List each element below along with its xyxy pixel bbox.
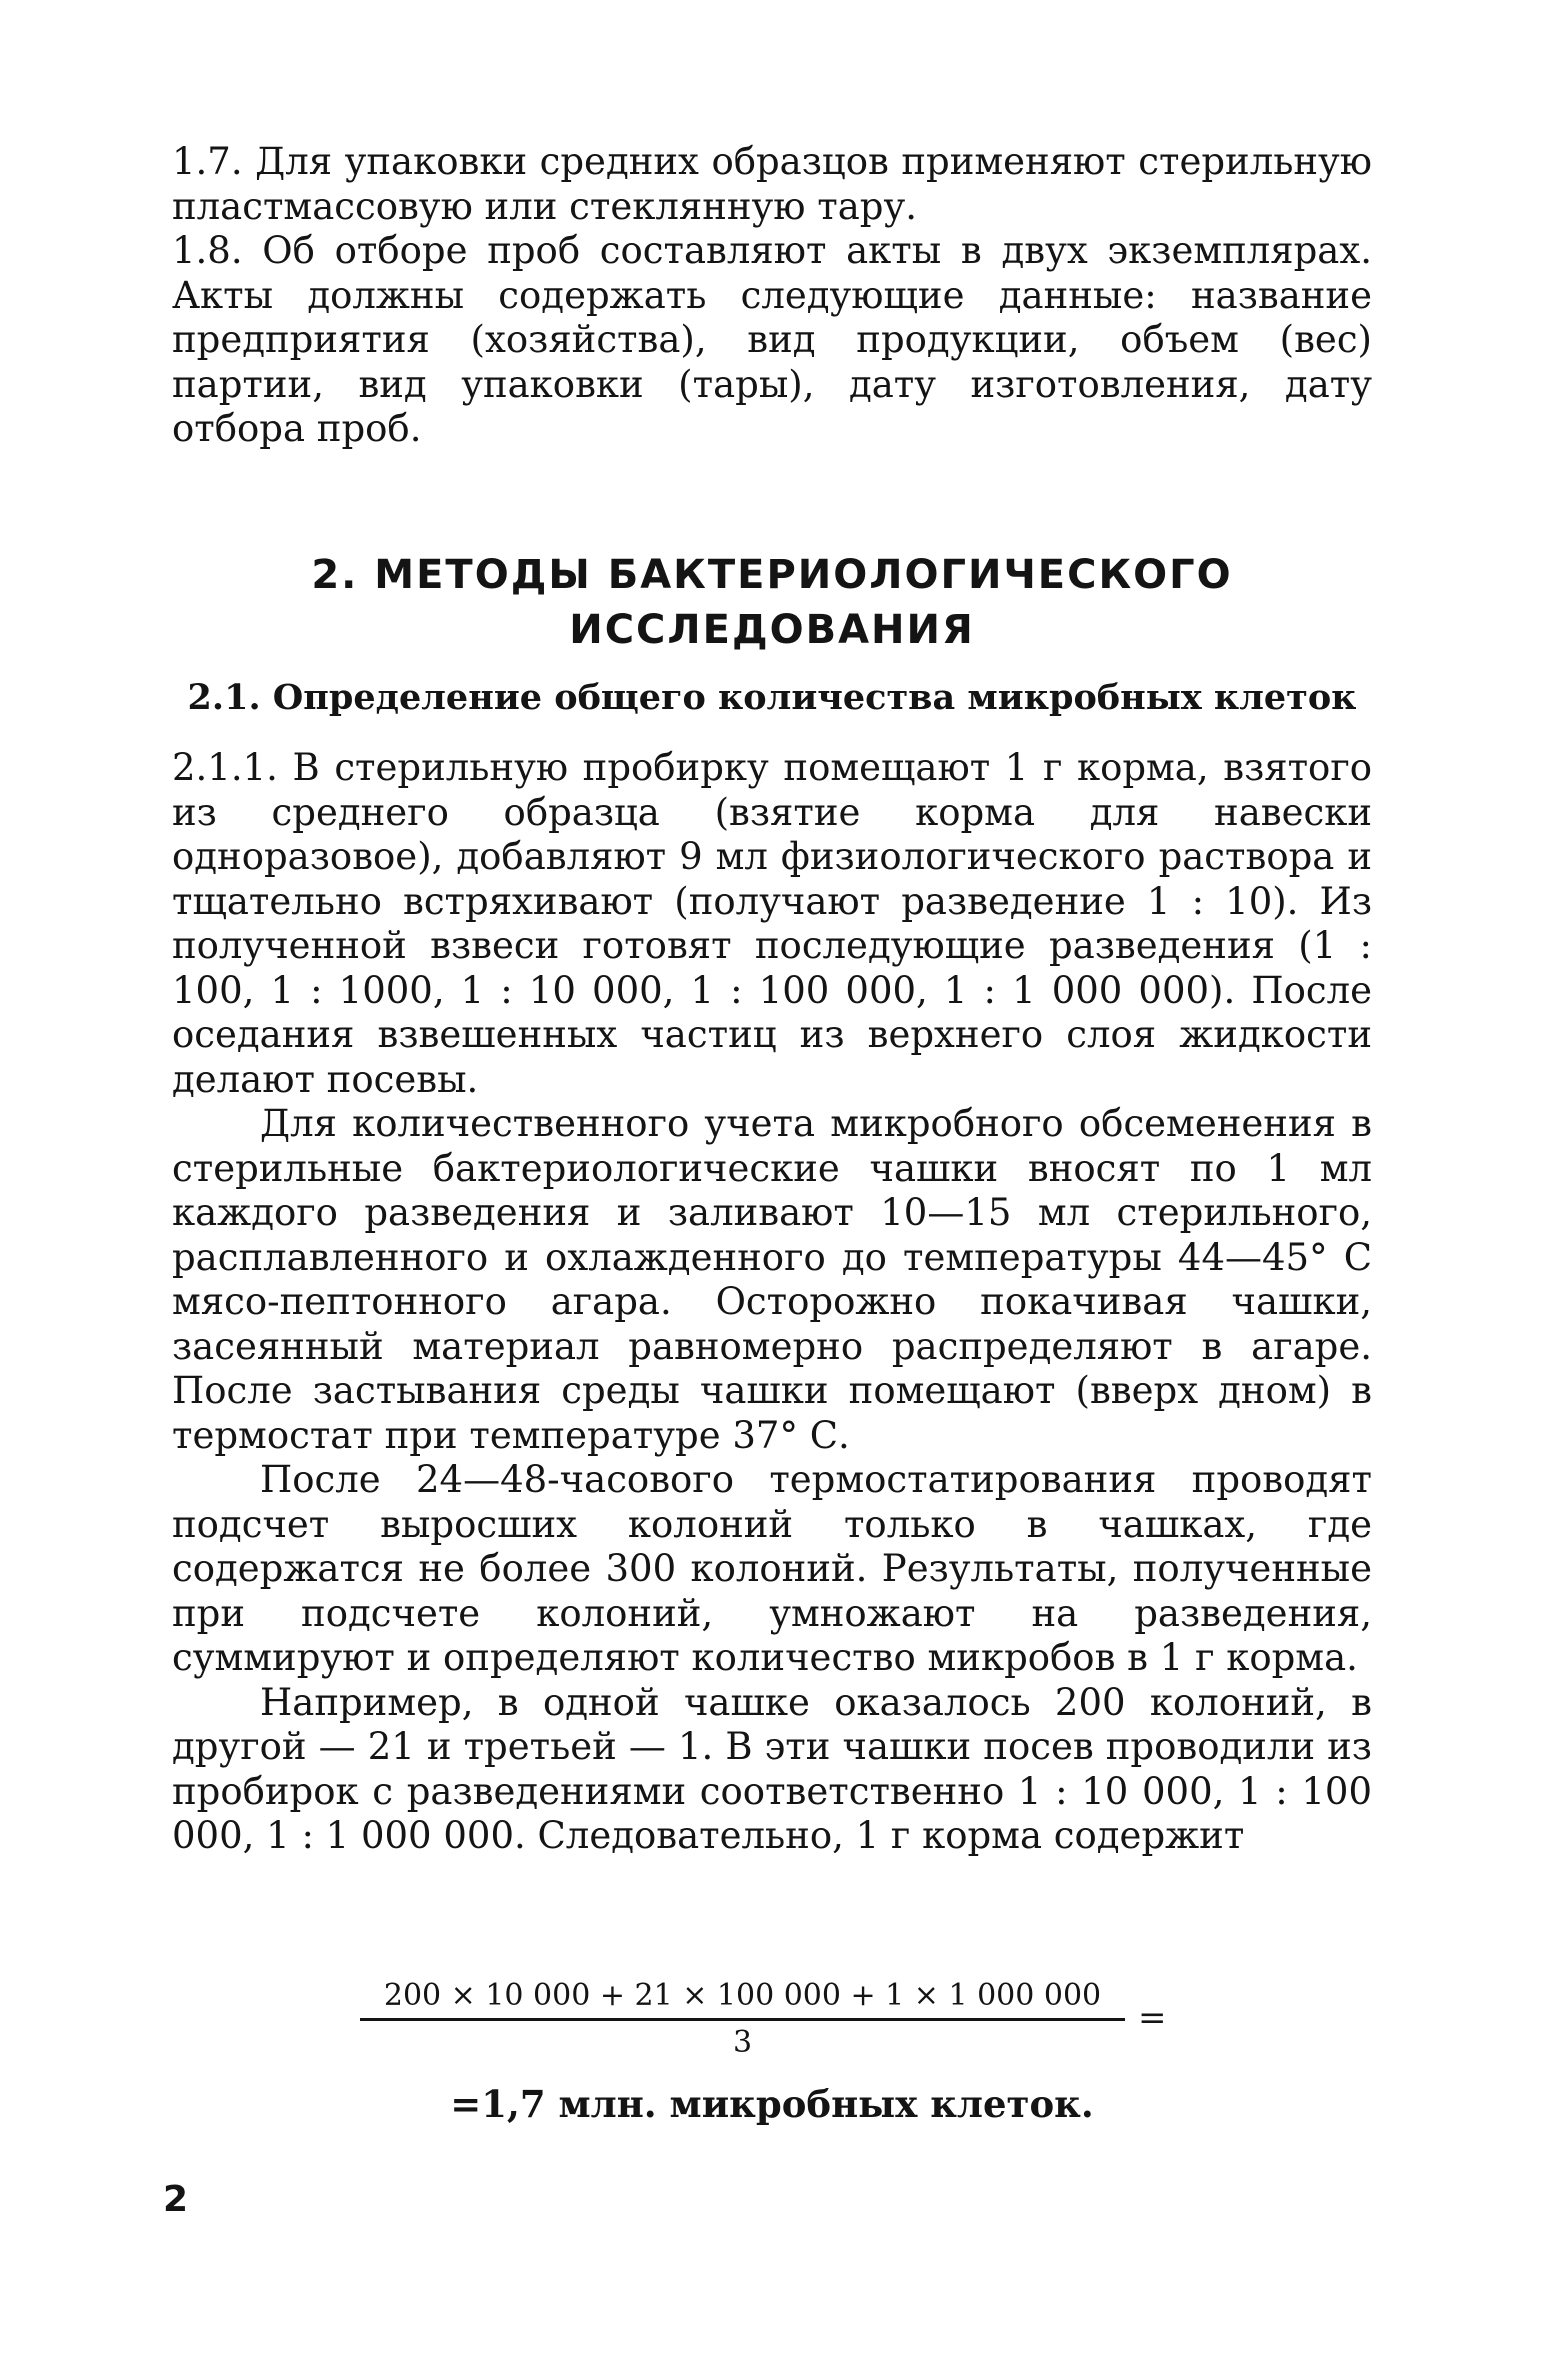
intro-text-block bbox=[172, 140, 1372, 452]
main-text-block bbox=[172, 746, 1372, 1859]
subsection-heading: 2.1. Определение общего количества микробных клеток bbox=[187, 677, 1357, 718]
paragraph-example: Например, в одной чашке оказалось 200 колоний, в другой — 21 и третьей — 1. В эти чашки посев проводили из пробирок с разведениями соответственно 1 : 10 000, 1 : 100 000, 1 : 1 000 000. Следовательно, 1 г корма содержит bbox=[172, 1680, 1372, 1857]
paragraph-count: Для количественного учета микробного обсеменения в стерильные бактериологические чашки вносят по 1 мл каждого разведения и заливают 10—15 мл стерильного, расплавленного и охлажденного до температуры 44—45° С мясо-пептонного агара. Осторожно покачивая чашки, засеянный материал равномерно распределяют в агаре. После застывания среды чашки помещают (вверх дном) в термостат при температуре 37° С. bbox=[172, 1102, 1372, 1457]
section-title-line-2: ИССЛЕДОВАНИЯ bbox=[569, 607, 975, 653]
formula-numerator: 200 × 10 000 + 21 × 100 000 + 1 × 1 000 000 bbox=[360, 1978, 1125, 2021]
paragraph-2-1-1: 2.1.1. В стерильную пробирку помещают 1 г корма, взятого из среднего образца (взятие корма для навески одноразовое), добавляют 9 мл физиологического раствора и тщательно встряхивают (получают разведение 1 : 10). Из полученной взвеси готовят последующие разведения (1 : 100, 1 : 1000, 1 : 10 000, 1 : 100 000, 1 : 1 000 000). После оседания взвешенных частиц из верхнего слоя жидкости делают посевы. bbox=[172, 746, 1372, 1101]
section-title-line-1: 2. МЕТОДЫ БАКТЕРИОЛОГИЧЕСКОГО bbox=[311, 552, 1233, 598]
formula-denominator: 3 bbox=[732, 2025, 753, 2060]
formula bbox=[360, 1978, 1167, 2061]
formula-equals: = bbox=[1138, 1998, 1167, 2038]
page-number: 2 bbox=[163, 2179, 189, 2220]
paragraph-1-7: 1.7. Для упаковки средних образцов применяют стерильную пластмассовую или стеклянную тару. bbox=[172, 140, 1372, 228]
section-heading bbox=[172, 548, 1372, 658]
formula-result: =1,7 млн. микробных клеток. bbox=[450, 2082, 1094, 2126]
paragraph-1-8: 1.8. Об отборе проб составляют акты в двух экземплярах. Акты должны содержать следующие данные: название предприятия (хозяйства), вид продукции, объем (вес) партии, вид упаковки (тары), дату изготовления, дату отбора проб. bbox=[172, 229, 1372, 450]
paragraph-incubation: После 24—48-часового термостатирования проводят подсчет выросших колоний только в чашках, где содержатся не более 300 колоний. Результаты, полученные при подсчете колоний, умножают на разведения, суммируют и определяют количество микробов в 1 г корма. bbox=[172, 1458, 1372, 1679]
